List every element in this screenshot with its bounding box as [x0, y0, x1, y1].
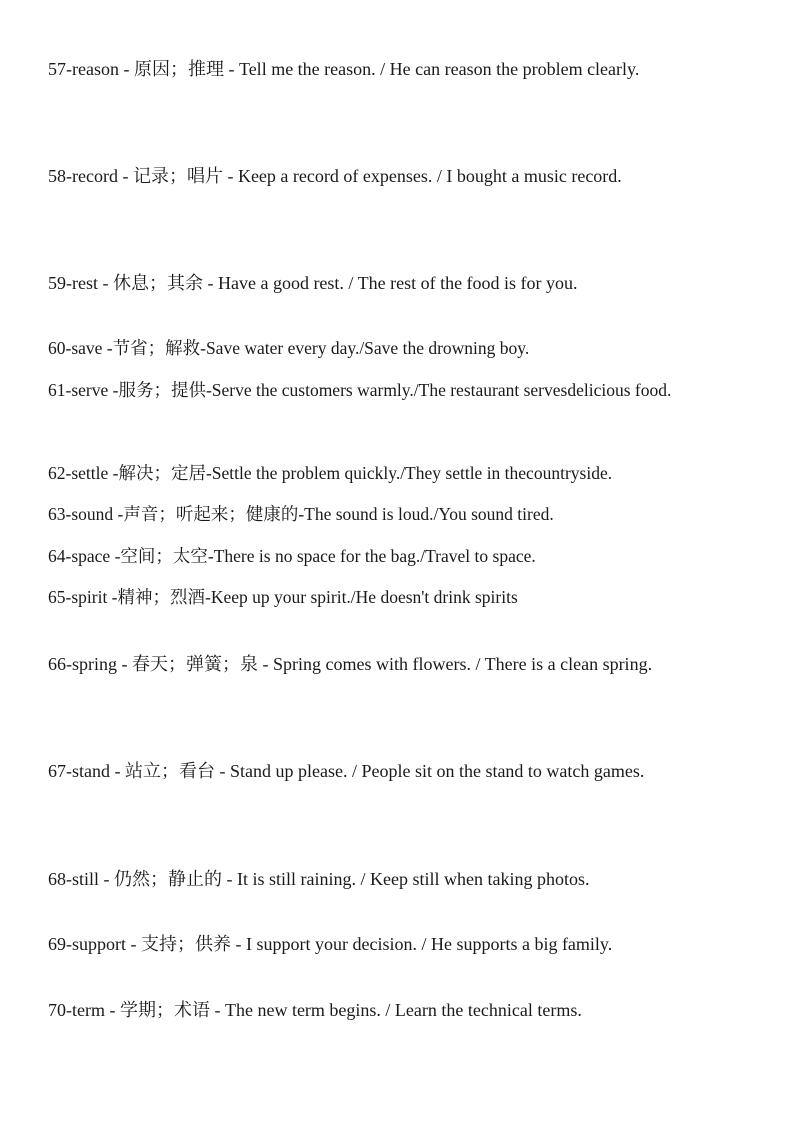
vocab-entry-63: 63-sound -声音；听起来；健康的-The sound is loud./You sound tired. [48, 504, 554, 524]
vocab-entry-59: 59-rest - 休息；其余 - Have a good rest. / The rest of the food is for you. [48, 273, 578, 293]
vocab-entry-60: 60-save -节省；解救-Save water every day./Save the drowning boy. [48, 338, 530, 358]
vocab-entry-69: 69-support - 支持；供养 - I support your decision. / He supports a big family. [48, 934, 613, 954]
vocab-entry-57: 57-reason - 原因；推理 - Tell me the reason. / He can reason the problem clearly. [48, 59, 640, 79]
vocab-entry-65: 65-spirit -精神；烈酒-Keep up your spirit./He doesn't drink spirits [48, 587, 518, 607]
vocab-entry-64: 64-space -空间；太空-There is no space for the bag./Travel to space. [48, 546, 536, 566]
vocab-entry-66: 66-spring - 春天；弹簧；泉 - Spring comes with flowers. / There is a clean spring. [48, 654, 653, 674]
vocab-entry-70: 70-term - 学期；术语 - The new term begins. / Learn the technical terms. [48, 1000, 582, 1020]
vocab-entry-68: 68-still - 仍然；静止的 - It is still raining. / Keep still when taking photos. [48, 869, 590, 889]
vocab-entry-67: 67-stand - 站立；看台 - Stand up please. / People sit on the stand to watch games. [48, 761, 645, 781]
vocab-entry-62: 62-settle -解决；定居-Settle the problem quickly./They settle in thecountryside. [48, 463, 613, 483]
vocab-entry-58: 58-record - 记录；唱片 - Keep a record of expenses. / I bought a music record. [48, 166, 622, 186]
vocab-entry-61: 61-serve -服务；提供-Serve the customers warmly./The restaurant servesdelicious food. [48, 380, 672, 400]
